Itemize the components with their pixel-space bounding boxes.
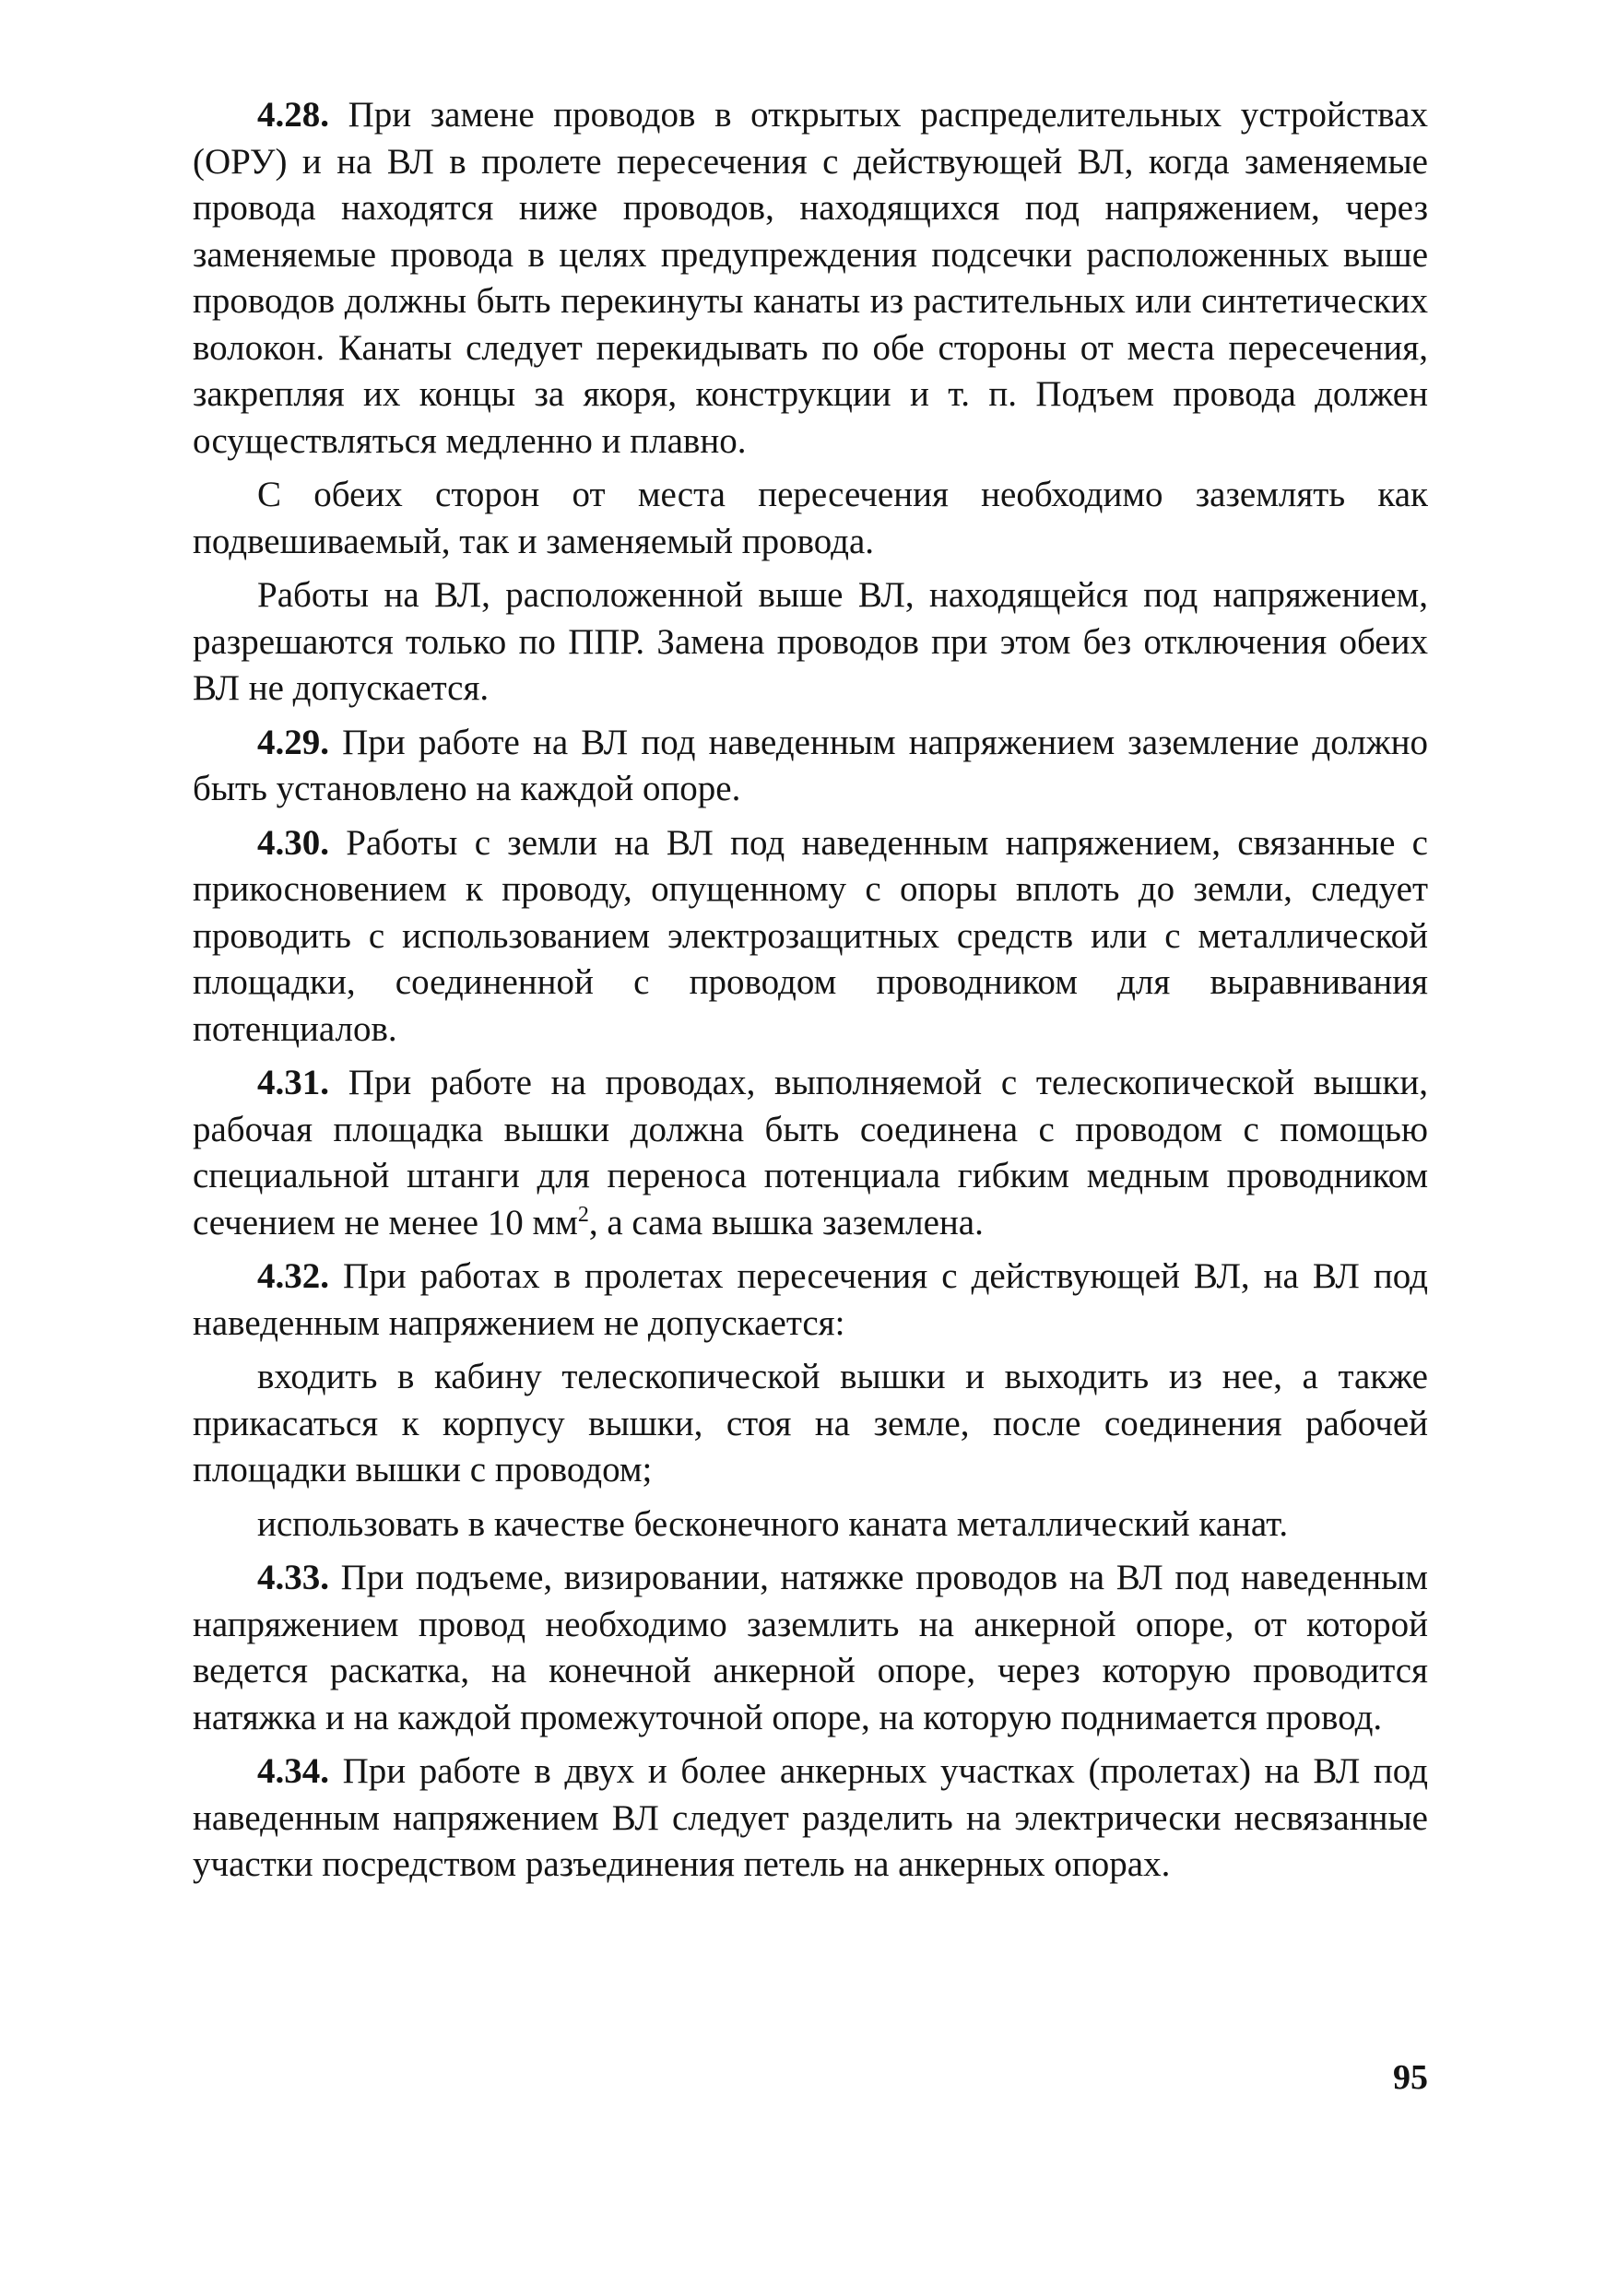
- paragraph-text: При работах в пролетах пересечения с действующей ВЛ, на ВЛ под наведенным напряжением не допускается:: [193, 1256, 1428, 1343]
- paragraph-4-29: [193, 720, 1428, 813]
- clause-number: 4.29.: [257, 722, 329, 762]
- clause-number: 4.33.: [257, 1558, 329, 1597]
- paragraph-work-above-live-line: [193, 572, 1428, 712]
- clause-number: 4.30.: [257, 822, 329, 863]
- clause-number: 4.28.: [257, 95, 329, 135]
- clause-number: 4.31.: [257, 1063, 329, 1102]
- paragraph-list-item-1: [193, 1354, 1428, 1494]
- paragraph-4-30: [193, 820, 1428, 1054]
- paragraph-text: При подъеме, визировании, натяжке проводов на ВЛ под наведенным напряжением провод необходимо заземлить на анкерной опоре, от которой ведется раскатка, на конечной анкерной опоре, через которую проводится натяжка и на каждой промежуточной опоре, на которую поднимается провод.: [193, 1558, 1428, 1737]
- paragraph-text-continued: , а сама вышка заземлена.: [588, 1202, 984, 1242]
- paragraph-text: При работе в двух и более анкерных участках (пролетах) на ВЛ под наведенным напряжением ВЛ следует разделить на электрически несвязанные участки посредством разъединения петель на анкерных опорах.: [193, 1751, 1428, 1884]
- paragraph-4-32: [193, 1254, 1428, 1347]
- page-number: 95: [1393, 2058, 1428, 2097]
- paragraph-grounding-both-sides: [193, 472, 1428, 565]
- paragraph-4-31: [193, 1060, 1428, 1246]
- paragraph-text: Работы с земли на ВЛ под наведенным напряжением, связанные с прикосновением к проводу, опущенному с опоры вплоть до земли, следует проводить с использованием электрозащитных средств или с металлической площадки, соединенной с проводом проводником для выравнивания потенциалов.: [193, 822, 1428, 1049]
- paragraph-4-28: [193, 92, 1428, 465]
- paragraph-text: При замене проводов в открытых распределительных устройствах (ОРУ) и на ВЛ в пролете пересечения с действующей ВЛ, когда заменяемые провода находятся ниже проводов, находящихся под напряжением, через заменяемые провода в целях предупреждения подсечки расположенных выше проводов должны быть перекинуты канаты из растительных или синтетических волокон. Канаты следует перекидывать по обе стороны от места пересечения, закрепляя их концы за якоря, конструкции и т. п. Подъем провода должен осуществляться медленно и плавно.: [193, 95, 1428, 461]
- paragraph-text: При работе на проводах, выполняемой с телескопической вышки, рабочая площадка вышки должна быть соединена с проводом с помощью специальной штанги для переноса потенциала гибким медным проводником сечением не менее 10 мм: [193, 1063, 1428, 1242]
- paragraph-text: входить в кабину телескопической вышки и выходить из нее, а также прикасаться к корпусу вышки, стоя на земле, после соединения рабочей площадки вышки с проводом;: [193, 1357, 1428, 1489]
- body-text: [193, 92, 1428, 1896]
- paragraph-text: Работы на ВЛ, расположенной выше ВЛ, находящейся под напряжением, разрешаются только по ППР. Замена проводов при этом без отключения обеих ВЛ не допускается.: [193, 575, 1428, 708]
- paragraph-text: С обеих сторон от места пересечения необходимо заземлять как подвешиваемый, так и заменяемый провода.: [193, 475, 1428, 561]
- paragraph-4-33: [193, 1555, 1428, 1741]
- paragraph-4-34: [193, 1748, 1428, 1889]
- clause-number: 4.32.: [257, 1256, 329, 1296]
- paragraph-text: При работе на ВЛ под наведенным напряжением заземление должно быть установлено на каждой опоре.: [193, 722, 1428, 808]
- clause-number: 4.34.: [257, 1751, 329, 1791]
- paragraph-list-item-2: [193, 1501, 1428, 1548]
- paragraph-text: использовать в качестве бесконечного каната металлический канат.: [257, 1503, 1289, 1544]
- superscript: 2: [577, 1202, 589, 1227]
